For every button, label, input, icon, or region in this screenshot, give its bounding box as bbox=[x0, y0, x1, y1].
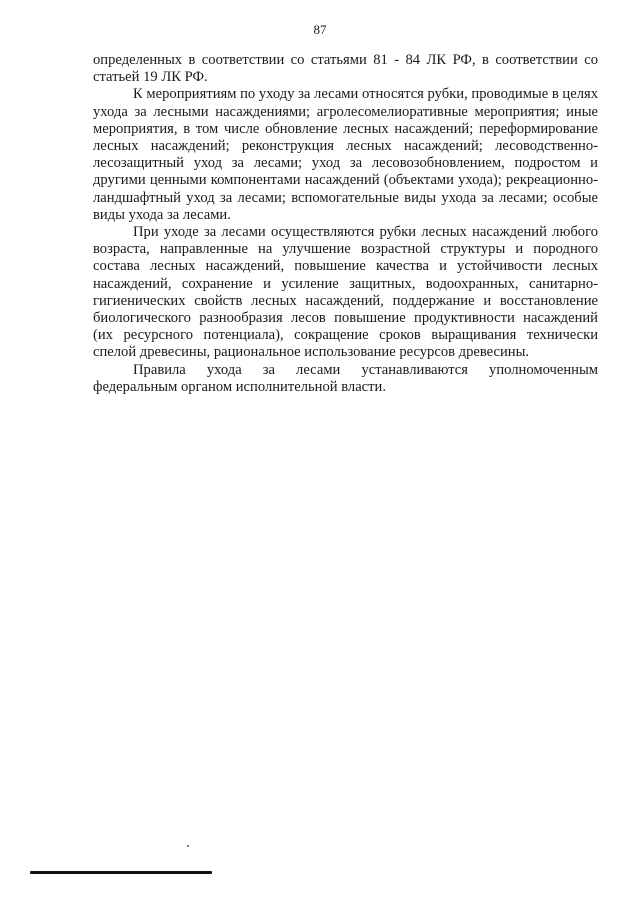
paragraph-care-rules: Правила ухода за лесами устанавливаются уполномоченным федеральным органом исполнительной власти. bbox=[93, 361, 598, 395]
document-body bbox=[93, 52, 598, 396]
paragraph-thinning-goals: При уходе за лесами осуществляются рубки лесных насаждений любого возраста, направленные на улучшение возрастной структуры и породного состава лесных насаждений, повышение качества и устойчивости лесных насаждений, сохранение и усиление защитных, водоохранных, санитарно-гигиенических свойств лесных насаждений, поддержание и восстановление биологического разнообразия лесов повышение продуктивности насаждений (их ресурсного потенциала), сокращение сроков выращивания технически спелой древесины, рациональное использование ресурсов древесины. bbox=[93, 224, 598, 361]
page-number: 87 bbox=[313, 22, 327, 37]
scan-artifact-line bbox=[30, 871, 212, 874]
paragraph-care-measures: К мероприятиям по уходу за лесами относятся рубки, проводимые в целях ухода за лесными насаждениями; агролесомелиоративные мероприятия; иные мероприятия, в том числе обновление лесных насаждений; переформирование лесных насаждений; реконструкция лесных насаждений; лесоводственно-лесозащитный уход за лесами; уход за лесовозобновлением, подростом и другими ценными компонентами насаждений (объектами ухода); рекреационно-ландшафтный уход за лесами; вспомогательные виды ухода за лесами; особые виды ухода за лесами. bbox=[93, 86, 598, 223]
scan-artifact-dot bbox=[187, 845, 189, 847]
paragraph-continuation: определенных в соответствии со статьями 81 - 84 ЛК РФ, в соответствии со статьей 19 ЛК РФ. bbox=[93, 52, 598, 86]
